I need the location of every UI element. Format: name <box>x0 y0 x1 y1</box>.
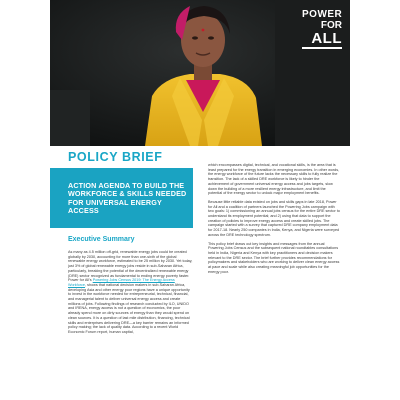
census-report-link[interactable]: Powering Jobs Census 2019: The Energy Access Workforce <box>68 278 175 287</box>
body-column-left <box>68 250 193 400</box>
paragraph-text: As many as 4.5 million off-grid, renewable energy jobs could be created globally by 2030, accounting for more than one-sixth of the global renewable energy workforce, estimated to be 25 million by 2030. Yet today, just 3% of global renewable energy jobs reside in sub-Saharan Africa, particularly, breaking the potential of the decentralized renewable energy (DRE) sector recognized as fundamental to ending energy poverty faster. Power for All's <box>68 250 193 283</box>
cover-photo <box>50 0 350 146</box>
document-title: ACTION AGENDA TO BUILD THE WORKFORCE & SKILLS NEEDED FOR UNIVERSAL ENERGY ACCESS <box>68 181 187 216</box>
logo-line-power: POWER <box>302 9 343 20</box>
logo-line-for: FOR <box>320 20 342 31</box>
body-column-right <box>208 163 340 400</box>
power-for-all-logo <box>302 10 342 49</box>
title-banner <box>50 168 193 228</box>
paragraph-text: , shows that national decision makers in sub-Saharan Africa, developing Asia and other energy poor regions have a unique opportunity to invest in the workforce needed for entrepreneurial, technical, financial, and managerial talent to deliver universal energy access and create millions of jobs. Following findings of research conducted by ILO, UNIDO and IRENA, energy access is not a question of economics, the poor already spend more on dirty sources of energy than they would spend on clean sources. It is a question of last mile distribution, financing, technical skills and enterprises delivering DRE—a key barrier remains an informed policy making; the lack of quality data. According to a recent World Economic Forum report, human capital, <box>68 282 190 334</box>
paragraph: which encompasses digital, technical, and vocational skills, is the area that is least prepared for the energy transition in emerging economies. In other words, the energy workforce of the future lacks the necessary skills to fully realize the transition. The lack of a skilled DRE workforce is likely to hinder the achievement of government universal energy access and jobs targets, slow down the building of a more resilient energy infrastructure, and limit the potential of the energy sector to unlock major employment benefits. <box>208 163 340 196</box>
logo-line-all: ALL <box>302 31 342 49</box>
paragraph: This policy brief draws out key insights and messages from the annual Powering Jobs Census and the subsequent national roundtables consultations held in India, Nigeria and Kenya with key practitioners and decision makers relevant to the DRE sector. The brief further provides recommendations for policymakers and stakeholders who are working to deliver clean energy access at pace and scale while also creating meaningful job opportunities for the energy poor. <box>208 241 340 274</box>
paragraph: Because little reliable data existed on jobs and skills gaps in late 2018, Power for All and a coalition of partners launched the Powering Jobs campaign with two goals: 1) commissioning an annual jobs census for the entire DRE sector to understand its employment potential; and 2) using that data to support the creation of policies to improve energy access and create skilled jobs. The campaign started with a survey that captured DRE company employment data for 2017-18. Nearly 250 companies in India, Kenya, and Nigeria were surveyed across the DRE technology spectrum. <box>208 199 340 237</box>
document-type-label: POLICY BRIEF <box>68 150 163 164</box>
paragraph <box>68 250 193 335</box>
section-heading-executive-summary: Executive Summary <box>68 236 135 243</box>
